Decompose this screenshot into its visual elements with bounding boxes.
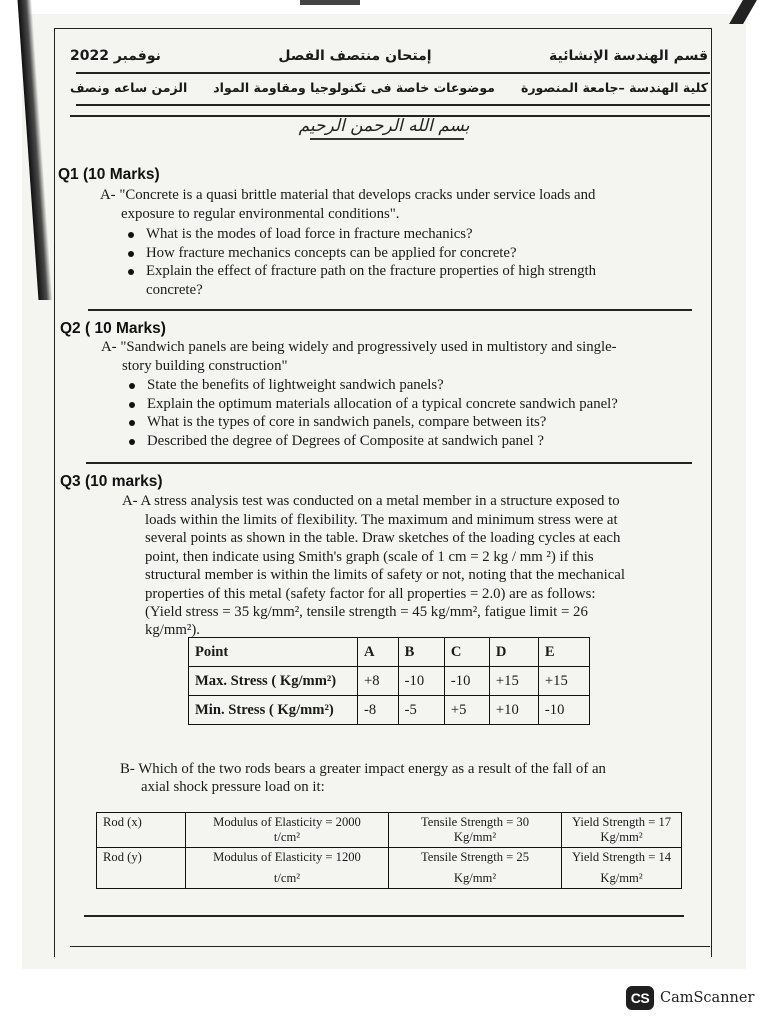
q1-bullet-1: What is the modes of load force in fracture mechanics? (124, 225, 684, 244)
rod-x-name: Rod (x) (97, 813, 186, 848)
max-stress-label: Max. Stress ( Kg/mm²) (189, 667, 358, 696)
rod-y-modulus-value: Modulus of Elasticity = 1200 (213, 850, 361, 864)
rod-x-tensile-unit: Kg/mm² (453, 830, 497, 844)
point-c-header: C (444, 638, 489, 667)
rod-x-modulus-unit: t/cm² (273, 830, 301, 844)
stress-table-header-row (189, 638, 590, 667)
q1-bullet-3: Explain the effect of fracture path on the fracture properties of high strength (124, 262, 684, 281)
q3-title: Q3 (10 marks) (60, 473, 163, 490)
q1-intro-line-1: A- "Concrete is a quasi brittle material that develops cracks under service loads and (100, 187, 596, 203)
q2-bullet-1: State the benefits of lightweight sandwich panels? (125, 376, 705, 395)
min-stress-a: -8 (358, 696, 399, 725)
exam-duration: الزمن ساعه ونصف (70, 80, 188, 95)
min-stress-e: -10 (538, 696, 589, 725)
camscanner-watermark (626, 986, 754, 1010)
rod-y-tensile-value: Tensile Strength = 25 (420, 850, 529, 864)
rod-y-row (97, 848, 682, 889)
header-divider-2 (76, 104, 710, 106)
q3-end-separator (84, 915, 684, 917)
basmala-underline (310, 138, 464, 140)
q1-bullet-list (124, 225, 684, 299)
scan-shadow-right (729, 0, 757, 24)
point-a-header: A (358, 638, 399, 667)
q3-line-4: point, then indicate using Smith's graph (scale of 1 cm = 2 kg / mm ²) if this (145, 549, 594, 565)
rod-y-modulus (186, 848, 389, 889)
q3-line-6: properties of this metal (safety factor for all properties = 2.0) are as follows: (145, 586, 596, 602)
q2-intro-line-2: story building construction" (122, 358, 288, 374)
faculty-name: كلية الهندسة –جامعة المنصورة (520, 80, 708, 95)
rod-table (96, 812, 682, 889)
point-e-header: E (538, 638, 589, 667)
department-name: قسم الهندسة الإنشائية (549, 48, 708, 64)
q3-line-8: kg/mm²). (145, 622, 200, 638)
min-stress-label: Min. Stress ( Kg/mm²) (189, 696, 358, 725)
rod-x-yield-unit: Kg/mm² (600, 830, 643, 844)
max-stress-a: +8 (358, 667, 399, 696)
scan-top-mark (300, 0, 360, 5)
header-divider-1 (76, 72, 710, 74)
min-stress-d: +10 (489, 696, 538, 725)
q2-separator (86, 462, 692, 464)
max-stress-b: -10 (398, 667, 444, 696)
max-stress-row (189, 667, 590, 696)
q3-line-5: structural member is within the limits of safety or not, noting that the mechanical (145, 567, 625, 583)
min-stress-b: -5 (398, 696, 444, 725)
rod-x-yield (562, 813, 682, 848)
rod-x-yield-value: Yield Strength = 17 (571, 815, 672, 829)
max-stress-c: -10 (444, 667, 489, 696)
rod-y-tensile-unit: Kg/mm² (453, 871, 497, 885)
q2-bullet-2: Explain the optimum materials allocation of a typical concrete sandwich panel? (125, 395, 705, 414)
min-stress-c: +5 (444, 696, 489, 725)
rod-y-yield (562, 848, 682, 889)
q2-bullet-4: Described the degree of Degrees of Composite at sandwich panel ? (125, 432, 705, 451)
camscanner-text: CamScanner (660, 990, 755, 1006)
q3-line-3: several points as shown in the table. Draw sketches of the loading cycles at each (145, 530, 621, 546)
header-row-2 (70, 80, 708, 95)
q1-bullet-2: How fracture mechanics concepts can be applied for concrete? (124, 244, 684, 263)
stress-table (188, 637, 590, 725)
rod-x-modulus (186, 813, 389, 848)
rod-x-tensile (389, 813, 562, 848)
exam-title: إمتحان منتصف الفصل (278, 48, 432, 64)
q2-title: Q2 ( 10 Marks) (60, 320, 166, 337)
min-stress-row (189, 696, 590, 725)
basmala: بسم الله الرحمن الرحيم (298, 116, 470, 136)
point-b-header: B (398, 638, 444, 667)
rod-y-yield-unit: Kg/mm² (600, 871, 643, 885)
q2-bullet-list (125, 376, 705, 450)
q1-intro-line-2: exposure to regular environmental conditions". (121, 206, 400, 222)
q2-bullet-3: What is the types of core in sandwich panels, compare between its? (125, 413, 705, 432)
camscanner-logo: CS (626, 986, 654, 1010)
point-d-header: D (489, 638, 538, 667)
q3-line-7: (Yield stress = 35 kg/mm², tensile strength = 45 kg/mm², fatigue limit = 26 (145, 604, 588, 620)
rod-x-row (97, 813, 682, 848)
rod-x-modulus-value: Modulus of Elasticity = 2000 (213, 815, 361, 829)
max-stress-e: +15 (538, 667, 589, 696)
rod-y-tensile (389, 848, 562, 889)
q3-b-line-2: axial shock pressure load on it: (141, 779, 325, 795)
header-row-1 (70, 48, 708, 64)
q1-bullet-3-cont: concrete? (146, 281, 203, 298)
exam-date: نوفمبر 2022 (70, 48, 161, 64)
point-header: Point (189, 638, 358, 667)
q3-line-1: A- A stress analysis test was conducted on a metal member in a structure exposed to (122, 493, 620, 509)
rod-y-modulus-unit: t/cm² (273, 871, 301, 885)
q3-b-line-1: B- Which of the two rods bears a greater impact energy as a result of the fall of an (120, 761, 606, 777)
rod-y-yield-value: Yield Strength = 14 (571, 850, 672, 864)
rod-x-tensile-value: Tensile Strength = 30 (420, 815, 529, 829)
max-stress-d: +15 (489, 667, 538, 696)
q1-separator (88, 309, 692, 311)
q3-line-2: loads within the limits of flexibility. The maximum and minimum stress were at (145, 512, 618, 528)
course-name: موضوعات خاصة فى تكنولوجيا ومقاومة المواد (213, 80, 495, 95)
rod-y-name: Rod (y) (97, 848, 186, 889)
q2-intro-line-1: A- "Sandwich panels are being widely and progressively used in multistory and single- (101, 339, 617, 355)
q1-title: Q1 (10 Marks) (58, 166, 160, 183)
page-border-bottom (70, 946, 710, 947)
